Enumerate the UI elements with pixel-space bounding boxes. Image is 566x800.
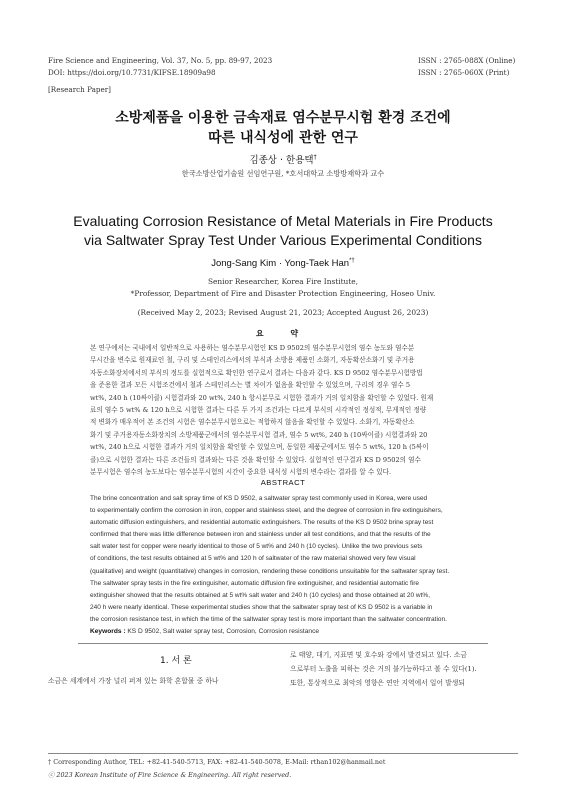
korean-author-mark: † [313, 153, 317, 161]
issn-print: ISSN : 2765-060X (Print) [418, 68, 510, 77]
english-abstract-text: The brine concentration and salt spray time of KS D 9502, a saltwater spray test commonly used in Korea, were used to experimentally confirm the corrosion in iron, copper and stainless steel, and the degree of corrosion in fire extinguishers, automatic diffusion extinguishers, and residential automatic extinguishers. The results of the KS D 9502 brine spray test confirmed that there was little difference between iron and stainless under all test conditions, and that the results of the salt water test for copper were nearly identical to those of 5 wt% and 240 h (10 cycles). Unlike the two previous sets of conditions, the test results obtained at 5 wt% and 120 h of saltwater of the raw material showed very few visual (qualitative) and weight (quantitative) changes in corrosion, rendering these conditions unsuitable for the saltwater spray test. The saltwater spray tests in the fire extinguisher, automatic diffusion fire extinguisher, and residential automatic fire extinguisher showed that the results obtained at 5 wt% salt water and 240 h (10 cycles) and those obtained at 20 wt%, 240 h were nearly identical. These experimental studies show that the saltwater spray test of KS D 9502 is a variable in the corrosion resistance test, in which the time of the saltwater spray test is more important than the saltwater concentration. [90, 495, 450, 623]
korean-title-line-1: 소방제품을 이용한 금속재료 염수분무시험 환경 조건에 [115, 110, 451, 126]
copyright-notice: ⓒ 2023 Korean Institute of Fire Science & Engineering. All right reserved. [48, 771, 292, 779]
korean-author-names: 김종상 · 한용택 [249, 155, 314, 166]
journal-citation: Fire Science and Engineering, Vol. 37, No. 5, pp. 89-97, 2023 [48, 56, 273, 65]
keywords [90, 628, 476, 635]
english-affiliation-1: Senior Researcher, Korea Fire Institute, [207, 277, 359, 286]
keywords-text: KS D 9502, Salt water spray test, Corrosion, Corrosion resistance [125, 628, 320, 635]
paper-type: [Research Paper] [48, 85, 111, 94]
section-divider [78, 643, 488, 644]
corresponding-author-note: † Corresponding Author, TEL: +82-41-540-5713, FAX: +82-41-540-5078, E-Mail: rthan102@hanmail.net [48, 758, 386, 766]
korean-abstract-text: 본 연구에서는 국내에서 일반적으로 사용하는 염수분무시험인 KS D 9502의 염수분무시험의 염수 농도와 염수분 무시간을 변수로 원재료인 철, 구리 및 스테인리스에서의 부식과 소방용 제품인 소화기, 자동확산소화기 및 주거용 자동소화장치에서의 부식의 정도를 실험적으로 확인한 연구로서 결과는 다음과 같다. KS D 9502 염수분무시험방법 을 준용한 결과 모든 시험조건에서 철과 스테인리스는 별 차이가 없음을 확인할 수 있었으며, 구리의 경우 염수 5 wt%, 240 h (10싸이클) 시험결과와 20 wt%, 240 h 항시분무로 시험한 결과가 거의 일치함을 확인할 수 있었다. 원재 료의 염수 5 wt% & 120 h으로 시험한 결과는 다른 두 가지 조건과는 다르게 부식의 시각적인 정성적, 무게적인 정량 적 변화가 매우적어 본 조건의 시험은 염수분무시험으로는 적합하지 않음을 확인할 수 있었다. 소화기, 자동확산소 화기 및 주거용자동소화장치의 소방제품군에서의 염수분무시험 결과, 염수 5 wt%, 240 h (10싸이클) 시험결과와 20 wt%, 240 h으로 시험한 결과가 거의 일치함을 확인할 수 있었으며, 동일한 제품군에서도 염수 5 wt%, 120 h (5싸이 클)으로 시험한 결과는 다른 조건들의 결과와는 다른 것을 확인할 수 있었다. 실험적인 연구결과 KS D 9502의 염수 분무시험은 염수의 농도보다는 염수분무시험의 시간이 중요한 내식성 시험의 변수라는 결과를 알 수 있다. [90, 344, 434, 477]
korean-affiliation: 한국소방산업기술원 선임연구원, *호서대학교 소방방재학과 교수 [181, 169, 385, 178]
korean-title-line-2: 따른 내식성에 관한 연구 [208, 130, 358, 146]
english-author-mark: *† [349, 258, 355, 264]
english-author-names: Jong-Sang Kim · Yong-Taek Han [211, 258, 350, 270]
english-title-line-2: via Saltwater Spray Test Under Various Experimental Conditions [84, 232, 482, 248]
english-authors [0, 258, 566, 269]
korean-abstract-heading: 요 약 [255, 329, 311, 338]
section-title-introduction: 1. 서 론 [160, 656, 192, 666]
english-affiliation-2: *Professor, Department of Fire and Disaster Protection Engineering, Hoseo Univ. [130, 289, 436, 298]
korean-authors [0, 152, 566, 166]
issn-online: ISSN : 2765-088X (Online) [418, 56, 516, 65]
keywords-label: Keywords : [90, 628, 126, 635]
submission-dates: (Received May 2, 2023; Revised August 21, 2023; Accepted August 26, 2023) [137, 308, 429, 317]
english-abstract-heading: ABSTRACT [260, 478, 306, 487]
doi-link[interactable]: DOI: https://doi.org/10.7731/KIFSE.18909a98 [48, 68, 216, 77]
english-title-line-1: Evaluating Corrosion Resistance of Metal Materials in Fire Products [73, 213, 493, 229]
footnote-divider [48, 753, 518, 754]
body-column-right: 로 태양, 대기, 지표면 및 호수와 강에서 발견되고 있다. 소금 으로부터 노출을 피하는 것은 거의 불가능하다고 볼 수 있다(1). 또한, 통상적으로 최악의 영향은 연안 지역에서 일어 발생되 [290, 651, 477, 687]
body-column-left: 소금은 세계에서 가장 널리 퍼져 있는 화학 혼합물 중 하나 [48, 677, 219, 685]
